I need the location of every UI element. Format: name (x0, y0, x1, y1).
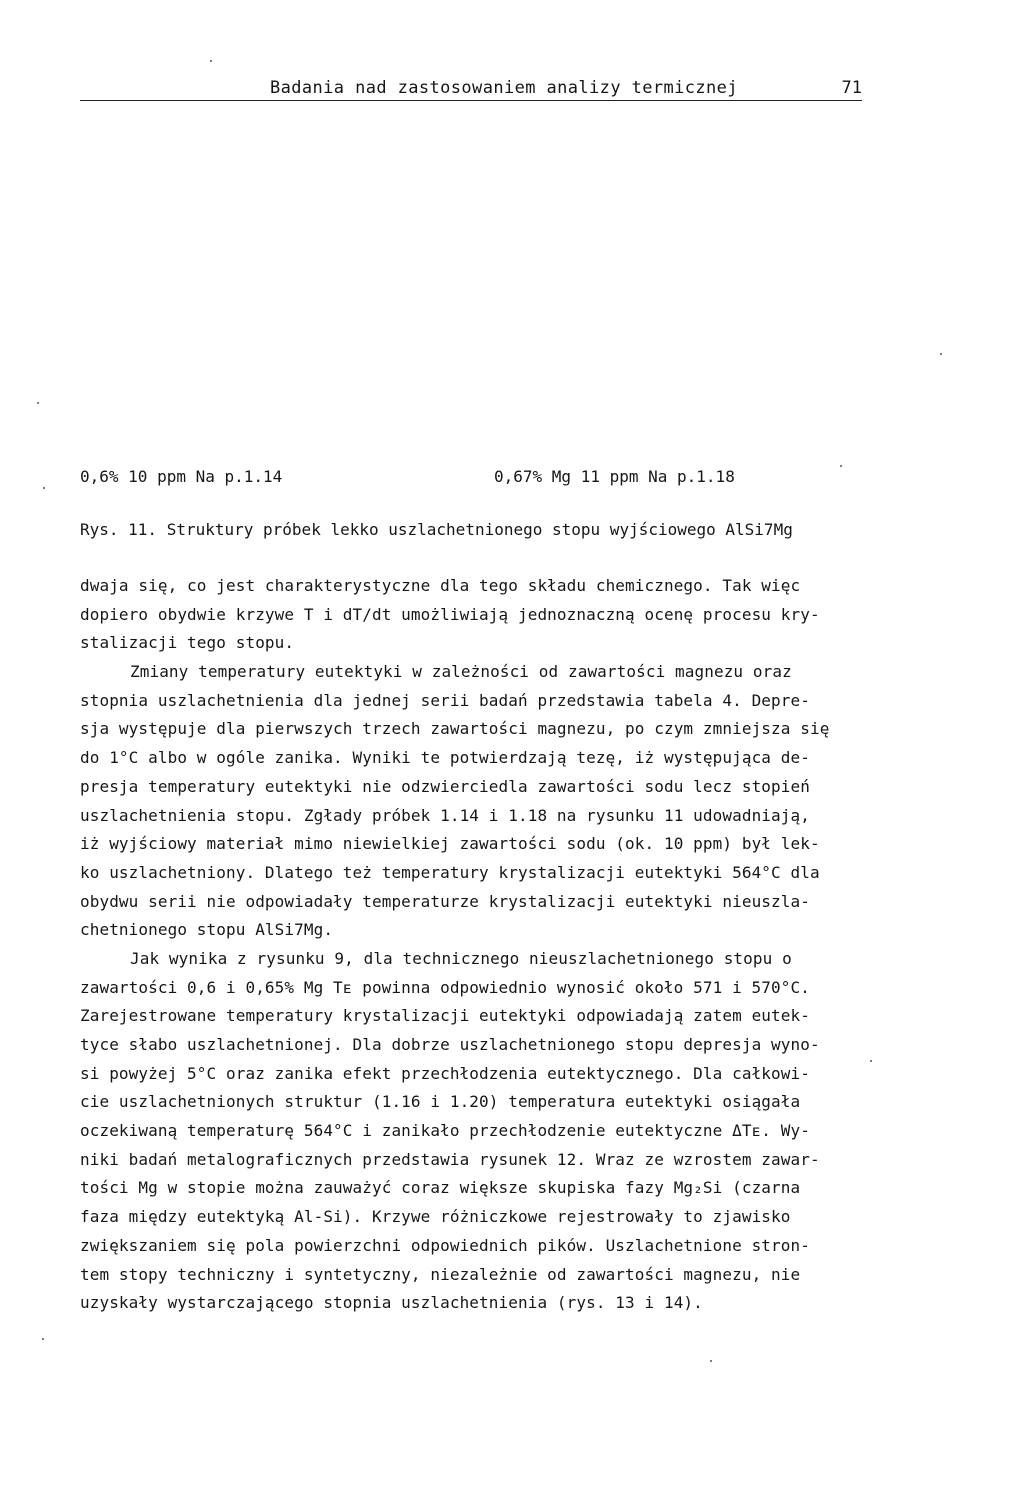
text-line: dopiero obydwie krzywe T i dT/dt umożliwiają jednoznaczną ocenę procesu kry- (80, 604, 820, 624)
figure-labels (80, 467, 840, 491)
scan-speck (43, 487, 45, 489)
text-line: uzyskały wystarczającego stopnia uszlachetnienia (rys. 13 i 14). (80, 1293, 703, 1313)
text-line: do 1°C albo w ogóle zanika. Wyniki te potwierdzają tezę, iż występująca de- (80, 748, 810, 768)
text-line: si powyżej 5°C oraz zanika efekt przechłodzenia eutektycznego. Dla całkowi- (80, 1063, 810, 1083)
text-line: iż wyjściowy materiał mimo niewielkiej zawartości sodu (ok. 10 ppm) był lek- (80, 834, 820, 854)
scan-speck (42, 1338, 44, 1340)
figure-caption: Rys. 11. Struktury próbek lekko uszlachetnionego stopu wyjściowego AlSi7Mg (80, 520, 793, 539)
text-line: faza między eutektyką Al-Si). Krzywe różniczkowe rejestrowały to zjawisko (80, 1207, 791, 1227)
text-line: Zarejestrowane temperatury krystalizacji eutektyki odpowiadają zatem eutek- (80, 1006, 810, 1026)
text-line: zawartości 0,6 i 0,65% Mg Tᴇ powinna odpowiednio wynosić około 571 i 570°C. (80, 977, 810, 997)
text-line: ko uszlachetniony. Dlatego też temperatury krystalizacji eutektyki 564°C dla (80, 862, 820, 882)
text-line: tości Mg w stopie można zauważyć coraz większe skupiska fazy Mg₂Si (czarna (80, 1178, 801, 1198)
text-line: niki badań metalograficznych przedstawia rysunek 12. Wraz ze wzrostem zawar- (80, 1149, 820, 1169)
text-line: Jak wynika z rysunku 9, dla technicznego nieuszlachetnionego stopu o (130, 948, 792, 968)
scan-speck (870, 1060, 872, 1062)
figure-image-area (80, 120, 862, 450)
header-title: Badania nad zastosowaniem analizy termicznej (270, 78, 738, 98)
body-text (80, 572, 840, 1318)
text-line: chetnionego stopu AlSi7Mg. (80, 920, 334, 940)
text-line: stalizacji tego stopu. (80, 633, 295, 653)
header-rule (80, 100, 862, 101)
running-header (80, 78, 862, 102)
text-line: sja występuje dla pierwszych trzech zawartości magnezu, po czym zmniejsza się (80, 719, 830, 739)
page-number: 71 (841, 78, 862, 98)
scan-speck (37, 402, 39, 404)
text-line: cie uszlachetnionych struktur (1.16 i 1.20) temperatura eutektyki osiągała (80, 1092, 801, 1112)
scan-speck (940, 353, 942, 355)
text-line: presja temperatury eutektyki nie odzwierciedla zawartości sodu lecz stopień (80, 776, 810, 796)
text-line: zwiększaniem się pola powierzchni odpowiednich pików. Uszlachetnione stron- (80, 1235, 810, 1255)
text-line: uszlachetnienia stopu. Zgłady próbek 1.14 i 1.18 na rysunku 11 udowadniają, (80, 805, 810, 825)
figure-label-left: 0,6% 10 ppm Na p.1.14 (80, 467, 283, 486)
scan-speck (710, 1360, 712, 1362)
text-line: oczekiwaną temperaturę 564°C i zanikało przechłodzenie eutektyczne ΔTᴇ. Wy- (80, 1121, 810, 1141)
text-line: Zmiany temperatury eutektyki w zależności od zawartości magnezu oraz (130, 662, 792, 682)
text-line: tem stopy techniczny i syntetyczny, niezależnie od zawartości magnezu, nie (80, 1264, 801, 1284)
text-line: obydwu serii nie odpowiadały temperaturze krystalizacji eutektyki nieuszla- (80, 891, 810, 911)
text-line: dwaja się, co jest charakterystyczne dla tego składu chemicznego. Tak więc (80, 576, 801, 595)
scan-speck (840, 465, 842, 467)
figure-label-right: 0,67% Mg 11 ppm Na p.1.18 (494, 467, 735, 486)
text-line: stopnia uszlachetnienia dla jednej serii badań przedstawia tabela 4. Depre- (80, 690, 810, 710)
text-line: tyce słabo uszlachetnionej. Dla dobrze uszlachetnionego stopu depresja wyno- (80, 1035, 820, 1054)
scan-speck (210, 60, 212, 62)
